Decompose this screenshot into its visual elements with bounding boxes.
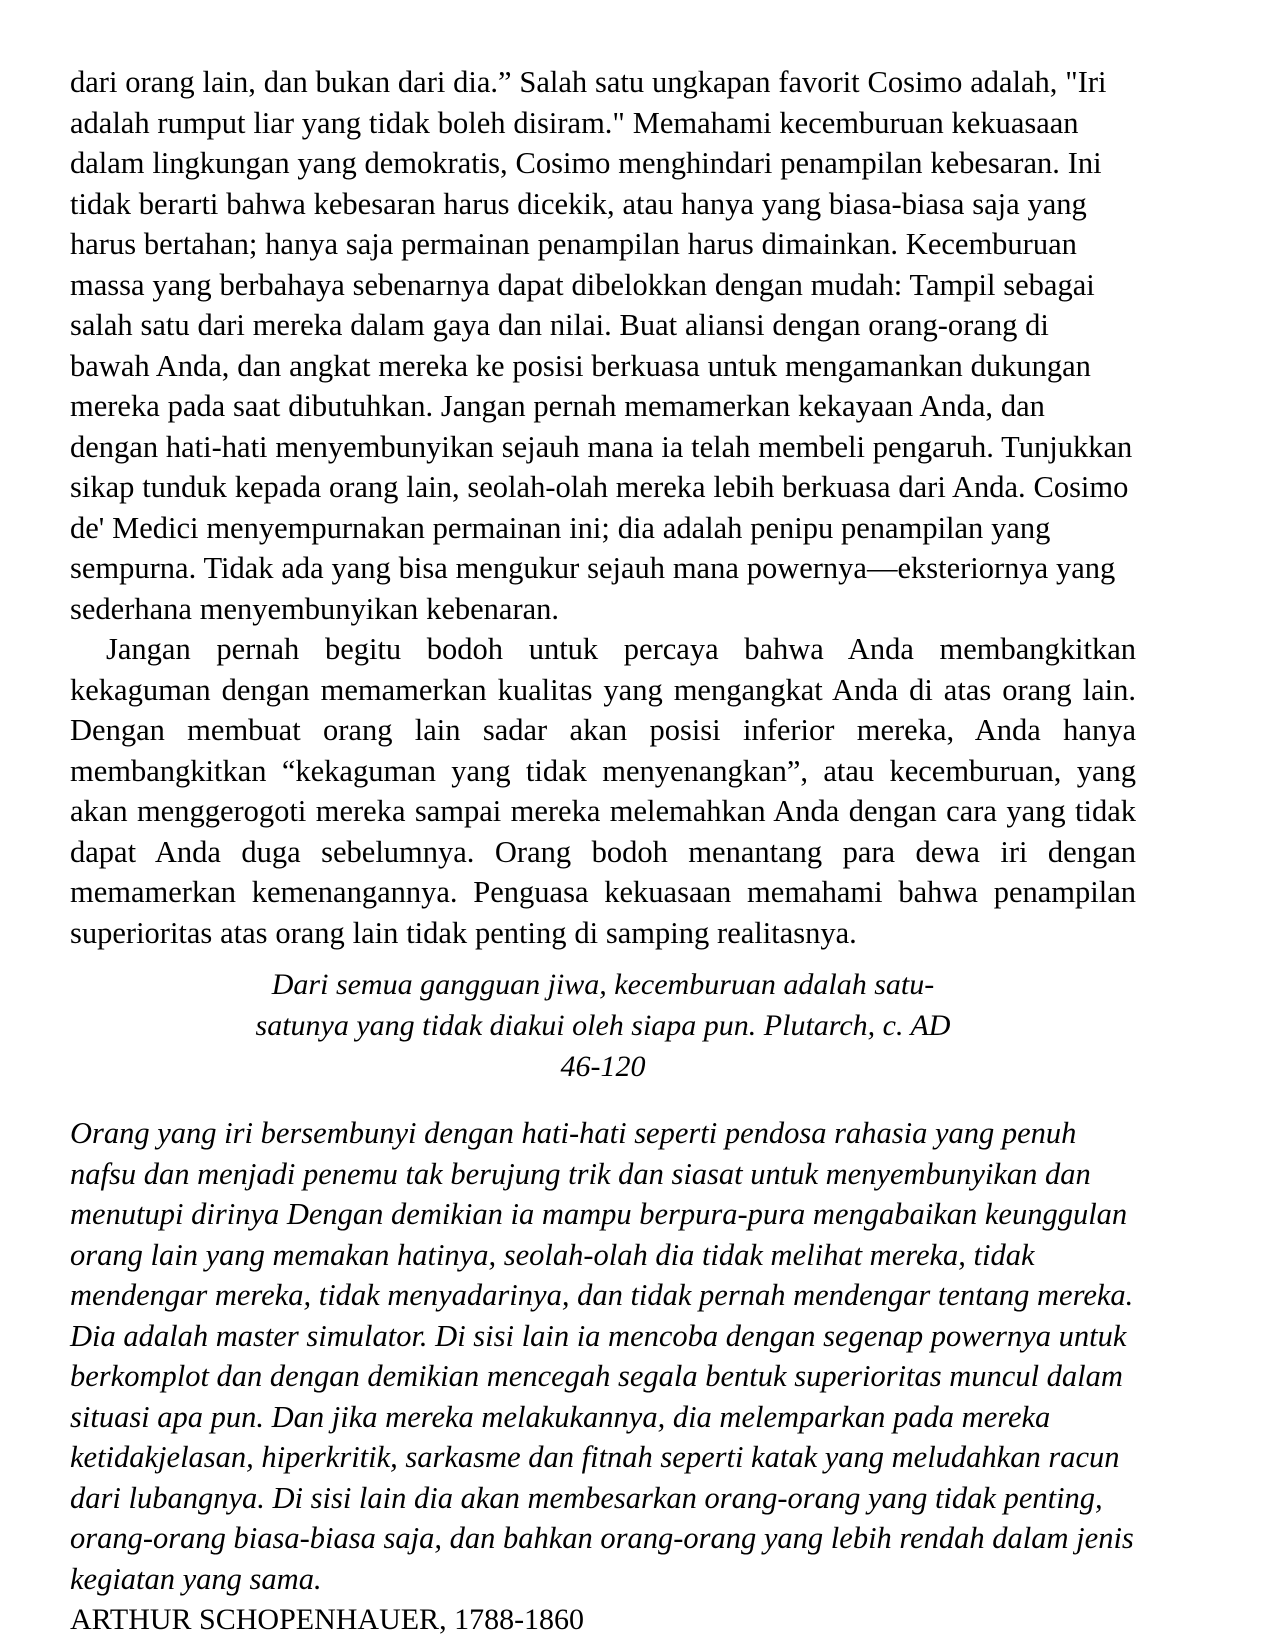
paragraph-envy-admiration: Jangan pernah begitu bodoh untuk percaya bahwa Anda membangkitkan kekaguman dengan memamerkan kualitas yang mengangkat Anda di atas orang lain. Dengan membuat orang lain sadar akan posisi inferior mereka, Anda hanya membangkitkan “kekaguman yang tidak menyenangkan”, atau kecemburuan, yang akan menggerogoti mereka sampai mereka melemahkan Anda dengan cara yang tidak dapat Anda duga sebelumnya. Orang bodoh menantang para dewa iri dengan memamerkan kemenangannya. Penguasa kekuasaan memahami bahwa penampilan superioritas atas orang lain tidak penting di samping realitasnya. bbox=[70, 632, 1136, 950]
plutarch-quote-line-3: 46-120 bbox=[560, 1050, 646, 1083]
plutarch-quote-line-2: satunya yang tidak diakui oleh siapa pun. Plutarch, c. AD bbox=[255, 1009, 951, 1042]
plutarch-quote bbox=[70, 964, 1136, 1087]
paragraph-cosimo-appearances: dari orang lain, dan bukan dari dia.” Salah satu ungkapan favorit Cosimo adalah, "Iri adalah rumput liar yang tidak boleh disiram." Memahami kecemburuan kekuasaan dalam lingkungan yang demokratis, Cosimo menghindari penampilan kebesaran. Ini tidak berarti bahwa kebesaran harus dicekik, atau hanya yang biasa-biasa saja yang harus bertahan; hanya saja permainan penampilan harus dimainkan. Kecemburuan massa yang berbahaya sebenarnya dapat dibelokkan dengan mudah: Tampil sebagai salah satu dari mereka dalam gaya dan nilai. Buat aliansi dengan orang-orang di bawah Anda, dan angkat mereka ke posisi berkuasa untuk mengamankan dukungan mereka pada saat dibutuhkan. Jangan pernah memamerkan kekayaan Anda, dan dengan hati-hati menyembunyikan sejauh mana ia telah membeli pengaruh. Tunjukkan sikap tunduk kepada orang lain, seolah-olah mereka lebih berkuasa dari Anda. Cosimo de' Medici menyempurnakan permainan ini; dia adalah penipu penampilan yang sempurna. Tidak ada yang bisa mengukur sejauh mana powernya—eksteriornya yang sederhana menyembunyikan kebenaran. bbox=[70, 65, 1133, 626]
plutarch-quote-line-1: Dari semua gangguan jiwa, kecemburuan adalah satu- bbox=[271, 968, 935, 1001]
schopenhauer-attribution: ARTHUR SCHOPENHAUER, 1788-1860 bbox=[70, 1603, 585, 1636]
page-content bbox=[70, 62, 1136, 1639]
schopenhauer-block-quote: Orang yang iri bersembunyi dengan hati-hati seperti pendosa rahasia yang penuh nafsu dan menjadi penemu tak berujung trik dan siasat untuk menyembunyikan dan menutupi dirinya Dengan demikian ia mampu berpura-pura mengabaikan keunggulan orang lain yang memakan hatinya, seolah-olah dia tidak melihat mereka, tidak mendengar mereka, tidak menyadarinya, dan tidak pernah mendengar tentang mereka. Dia adalah master simulator. Di sisi lain ia mencoba dengan segenap powernya untuk berkomplot dan dengan demikian mencegah segala bentuk superioritas muncul dalam situasi apa pun. Dan jika mereka melakukannya, dia melemparkan pada mereka ketidakjelasan, hiperkritik, sarkasme dan fitnah seperti katak yang meludahkan racun dari lubangnya. Di sisi lain dia akan membesarkan orang-orang yang tidak penting, orang-orang biasa-biasa saja, dan bahkan orang-orang yang lebih rendah dalam jenis kegiatan yang sama. bbox=[70, 1116, 1134, 1596]
